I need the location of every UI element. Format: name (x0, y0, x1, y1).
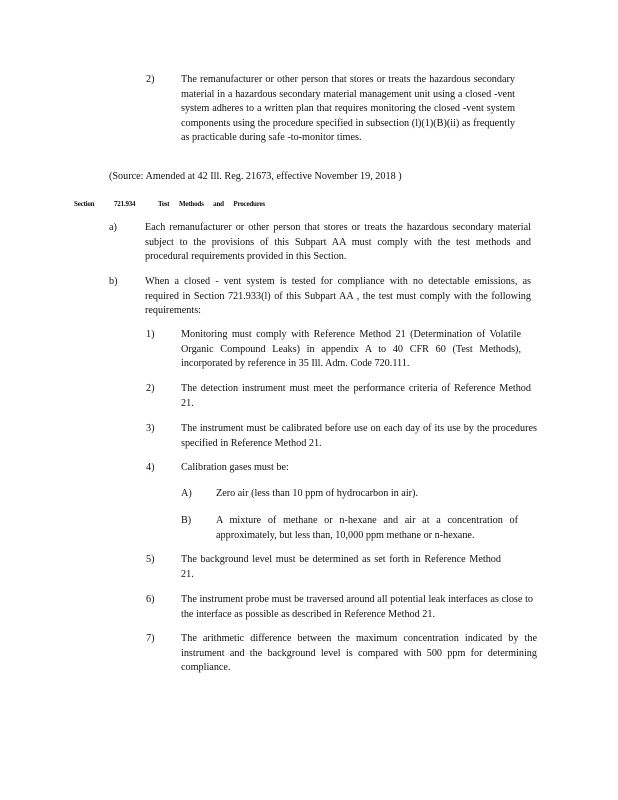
gas-text: A mixture of methane or n-hexane and air at a concentration of approximately, but less than, 10,000 ppm methane or n-hexane. (216, 515, 518, 541)
gas-label: A) (181, 488, 192, 499)
section-word: Section (74, 200, 95, 208)
requirement-text: The detection instrument must meet the performance criteria of Reference Method 21. (181, 383, 531, 409)
gas-text: Zero air (less than 10 ppm of hydrocarbon in air). (216, 488, 418, 499)
subsection-label: a) (109, 222, 117, 233)
item-text: The remanufacturer or other person that stores or treats the hazardous secondary material in a hazardous secondary material management unit using a closed -vent system adheres to a written plan that requires monitoring the closed -vent system components using the procedure specified in subsection (l)(1)(B)(ii) as frequently as practicable during safe -to-monitor times. (181, 74, 515, 143)
requirement-label: 3) (146, 423, 155, 434)
requirement-label: 4) (146, 462, 155, 473)
requirement-label: 5) (146, 554, 155, 565)
requirement-label: 6) (146, 594, 155, 605)
requirement-label: 7) (146, 633, 155, 644)
subsection-text: Each remanufacturer or other person that stores or treats the hazardous secondary material subject to the provisions of this Subpart AA must comply with the test methods and procedural requirements provided in this Section. (145, 222, 531, 262)
requirement-text: The instrument probe must be traversed around all potential leak interfaces as close to the interface as possible as described in Reference Method 21. (181, 594, 533, 620)
subsection-label: b) (109, 276, 118, 287)
section-title: Test Methods and Procedures (158, 200, 265, 208)
requirement-text: The background level must be determined as set forth in Reference Method 21. (181, 554, 501, 580)
requirement-text: The instrument must be calibrated before use on each day of its use by the procedures specified in Reference Method 21. (181, 423, 537, 449)
subsection-text: When a closed - vent system is tested for compliance with no detectable emissions, as required in Section 721.933(l) of this Subpart AA , the test must comply with the following requirements: (145, 276, 531, 316)
gas-label: B) (181, 515, 192, 526)
requirement-label: 2) (146, 383, 155, 394)
requirement-text: Calibration gases must be: (181, 462, 289, 473)
item-label: 2) (146, 74, 155, 85)
section-number: 721.934 (114, 200, 136, 208)
requirement-text: Monitoring must comply with Reference Method 21 (Determination of Volatile Organic Compound Leaks) in appendix A to 40 CFR 60 (Test Methods), incorporated by reference in 35 Ill. Adm. Code 720.111. (181, 329, 521, 369)
requirement-text: The arithmetic difference between the maximum concentration indicated by the instrument and the background level is compared with 500 ppm for determining compliance. (181, 633, 537, 673)
source-note: (Source: Amended at 42 Ill. Reg. 21673, effective November 19, 2018 ) (109, 171, 402, 182)
requirement-label: 1) (146, 329, 155, 340)
